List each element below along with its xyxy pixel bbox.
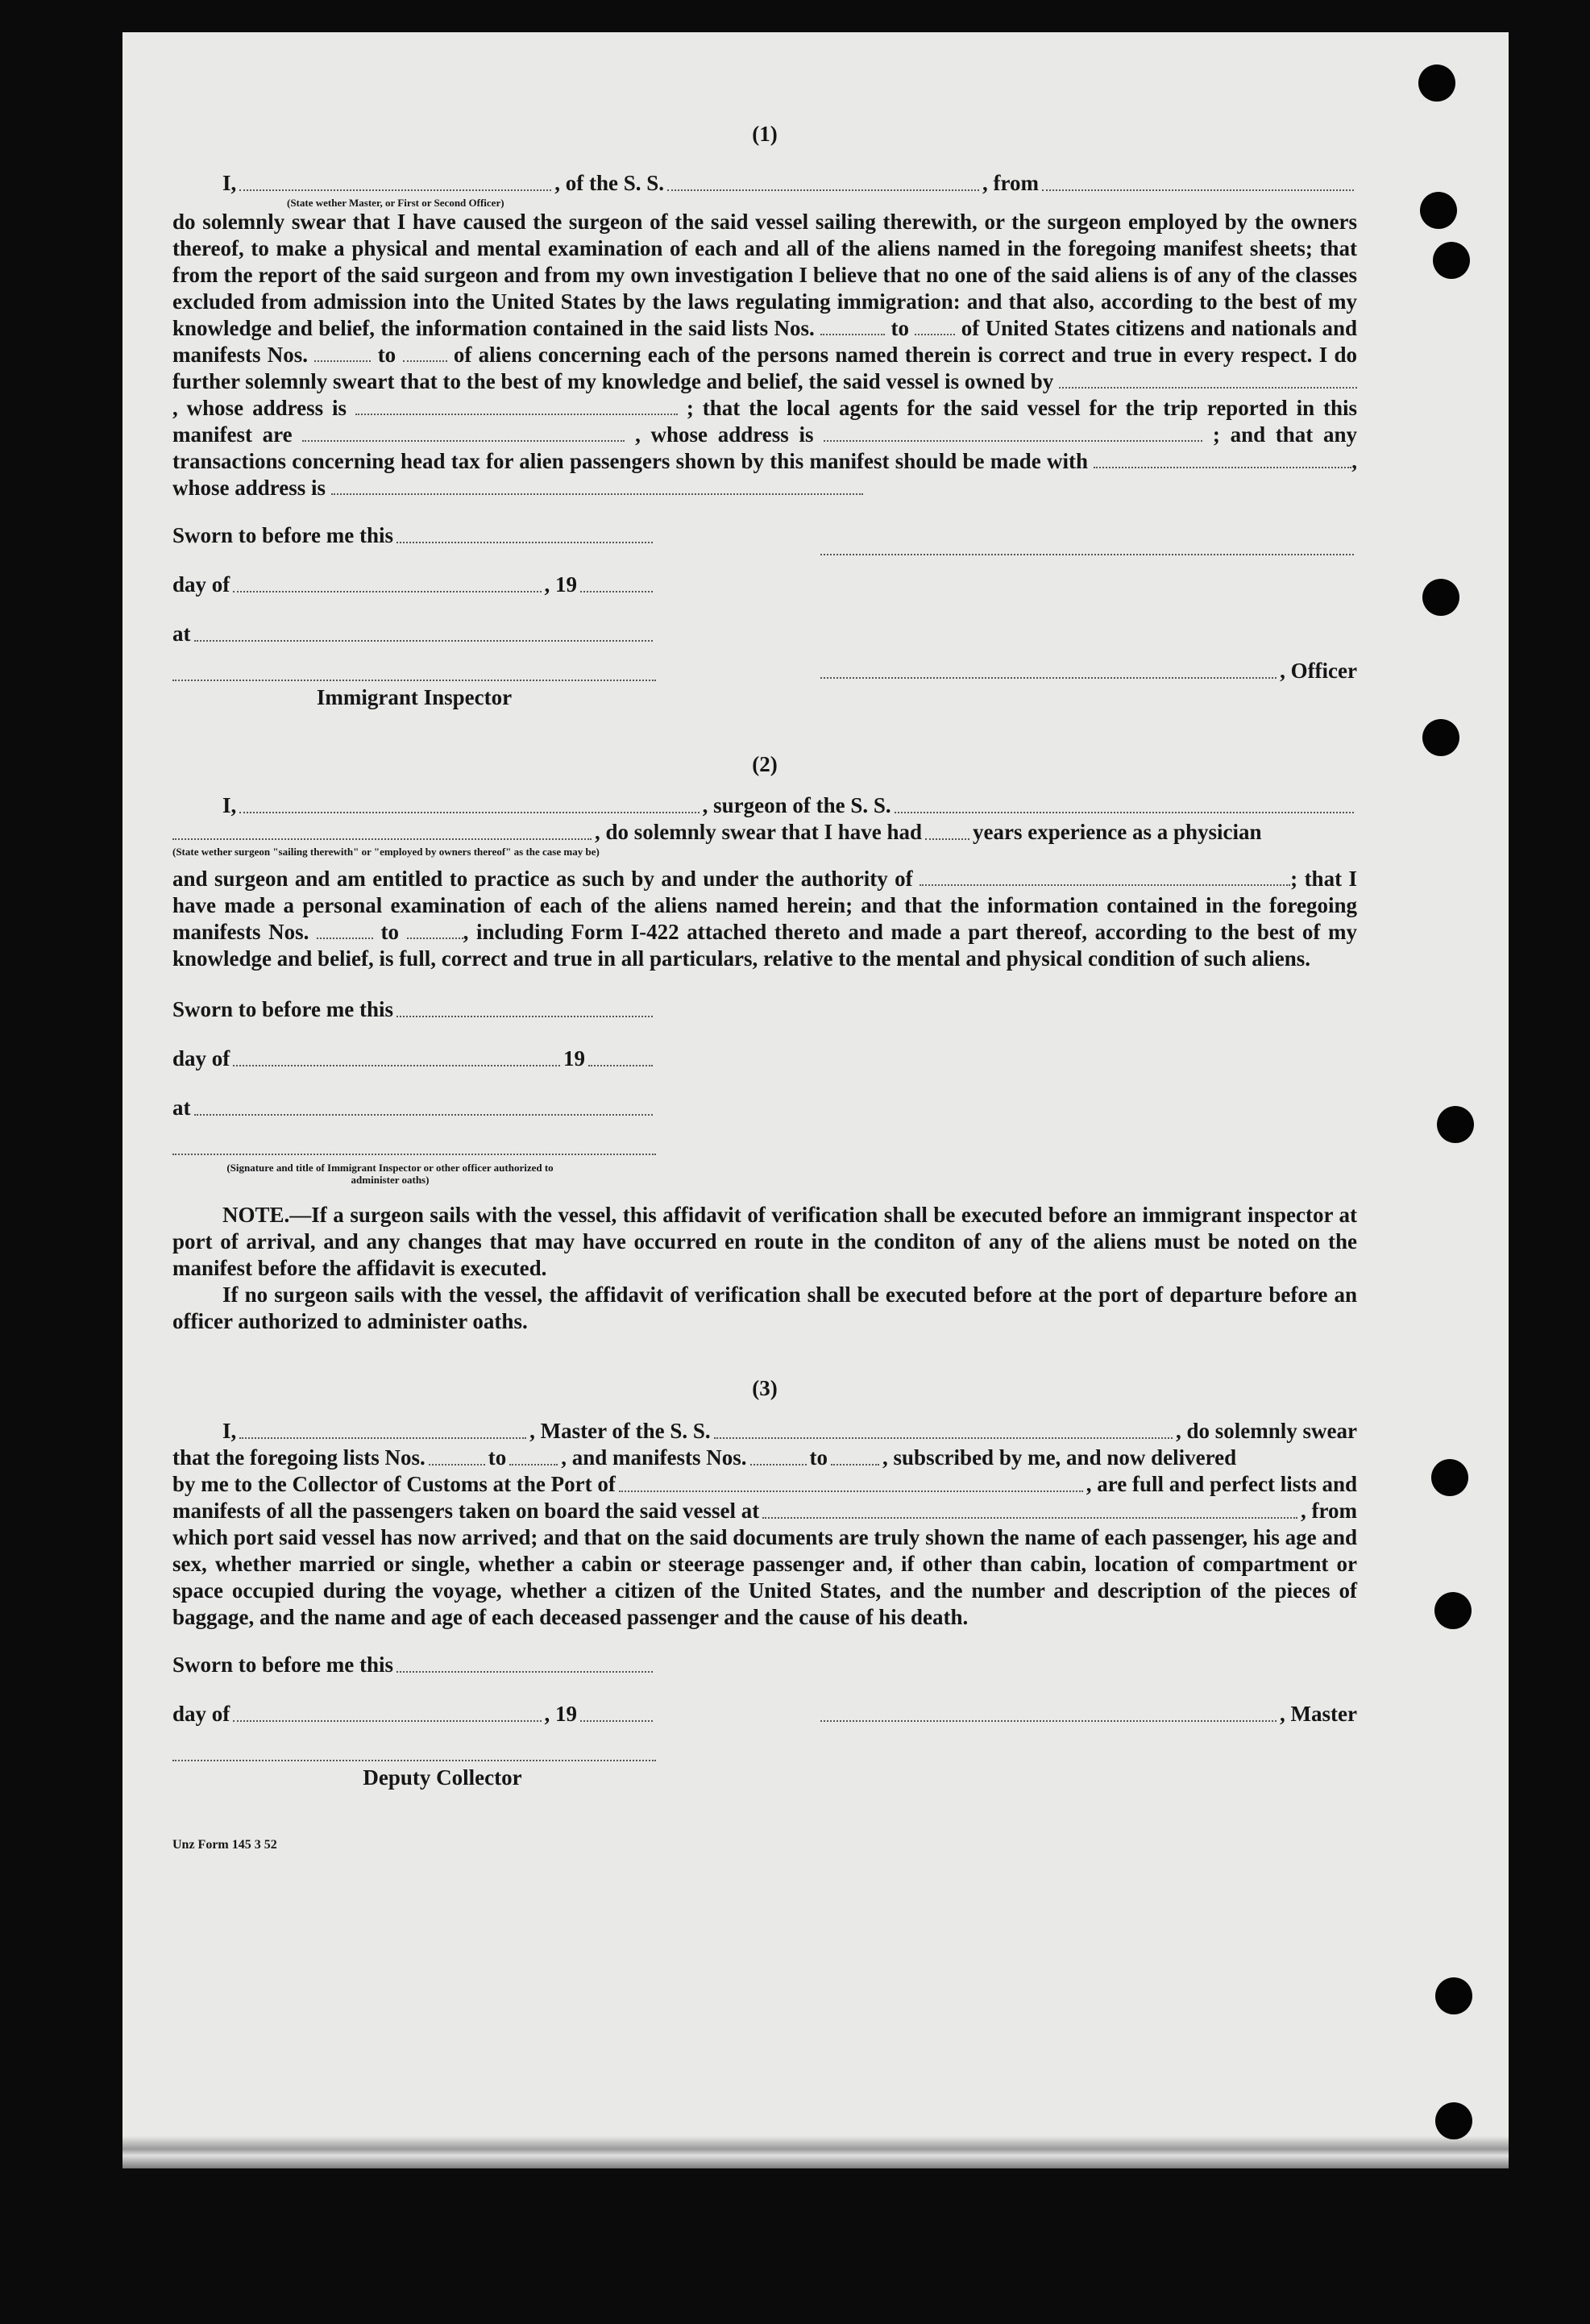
section3-oath-line: [172, 1418, 1357, 1445]
surgeon-status-field[interactable]: [172, 838, 592, 840]
authority-field[interactable]: [920, 884, 1290, 886]
agents-address-field[interactable]: [824, 440, 1202, 442]
punch-hole: [1435, 1977, 1472, 2014]
text: , from: [1301, 1499, 1357, 1523]
master-vessel-field[interactable]: [714, 1437, 1173, 1439]
section-number-2: (2): [752, 752, 778, 776]
page-bottom-edge: [122, 2136, 1509, 2168]
note-paragraph: NOTE.—If a surgeon sails with the vessel, this affidavit of verification shall be executed before an immigrant inspector at port of arrival, and any changes that may have occurred en route in the conditon of any of the aliens must be noted on the manifest before the affidavit is executed.: [172, 1203, 1357, 1280]
signature-hint: (Signature and title of Immigrant Inspector or other officer authorized to administer oaths): [226, 1162, 554, 1186]
section3-lists-line: [172, 1445, 1357, 1471]
form-content: [172, 121, 1357, 1858]
section3-port-line: [172, 1471, 1357, 1498]
section3-body: which port said vessel has now arrived; and that on the said documents are truly shown the name of each passenger, his age and sex, whether married or single, whether a cabin or steerage passenger and, if other than cabin, location of compartment or space occupied during the voyage, whether a citizen of the United States, and the number and description of the pieces of baggage, and the name and age of each deceased passenger and the cause of his death.: [172, 1525, 1357, 1629]
text: Sworn to before me this: [172, 1653, 393, 1677]
officer-extra-field[interactable]: [820, 554, 1354, 555]
text: , do solemnly swear that I have had: [595, 820, 923, 844]
text: I,: [222, 171, 237, 195]
vessel-name-field[interactable]: [667, 189, 979, 191]
owner-address-field[interactable]: [355, 414, 678, 415]
manifests-from-field[interactable]: [750, 1464, 807, 1465]
punch-hole: [1435, 2102, 1472, 2139]
section1-officer-block: [817, 554, 1357, 711]
text: Sworn to before me this: [172, 523, 393, 547]
text: manifests of all the passengers taken on board the said vessel at: [172, 1499, 760, 1523]
month-field[interactable]: [233, 1720, 541, 1722]
note-paragraph-2: If no surgeon sails with the vessel, the affidavit of verification shall be executed before at the port of departure before an officer authorized to administer oaths.: [172, 1283, 1357, 1333]
text: at: [172, 622, 191, 646]
section3-signatures: [172, 1652, 1357, 1791]
manifests-to-field[interactable]: [407, 937, 463, 939]
arrival-port-field[interactable]: [619, 1490, 1083, 1492]
text: to: [488, 1445, 507, 1470]
owner-field[interactable]: [1059, 387, 1357, 389]
text: day of: [172, 1046, 230, 1071]
text: day of: [172, 572, 230, 597]
text: , and manifests Nos.: [561, 1445, 747, 1470]
section1-oath-line: [172, 170, 1357, 197]
text: to: [809, 1445, 828, 1470]
text: at: [172, 1095, 191, 1120]
lists-to-field[interactable]: [915, 334, 955, 335]
month-field[interactable]: [233, 591, 541, 592]
lists-to-field[interactable]: [509, 1464, 558, 1465]
surgeon-name-field[interactable]: [239, 812, 699, 813]
text: 19: [563, 1046, 585, 1071]
section-number-1: (1): [752, 122, 778, 146]
manifests-from-field[interactable]: [314, 360, 371, 362]
master-signature-field[interactable]: [820, 1720, 1277, 1722]
year-field[interactable]: [580, 1720, 653, 1722]
punch-hole: [1431, 1459, 1468, 1496]
inspector-label: Immigrant Inspector: [316, 685, 513, 709]
local-agents-field[interactable]: [302, 440, 625, 442]
text: , Master of the S. S.: [529, 1419, 711, 1443]
text: day of: [172, 1702, 230, 1726]
head-tax-contact-field[interactable]: [1094, 467, 1351, 468]
lists-from-field[interactable]: [429, 1464, 485, 1465]
manifests-to-field[interactable]: [831, 1464, 879, 1465]
text: , 19: [544, 572, 577, 597]
text: , are full and perfect lists and: [1086, 1472, 1357, 1496]
section2-experience-line: [172, 819, 1357, 846]
officer-signature-field[interactable]: [820, 677, 1277, 679]
officer-signature-field[interactable]: [172, 1154, 656, 1155]
punch-hole: [1420, 192, 1457, 229]
section-number-3: (3): [752, 1376, 778, 1400]
text: Sworn to before me this: [172, 997, 393, 1021]
month-field[interactable]: [233, 1065, 560, 1066]
text: years experience as a physician: [973, 820, 1262, 844]
collector-label: Deputy Collector: [363, 1765, 522, 1790]
text: , 19: [544, 1702, 577, 1726]
section1-sworn-block: [172, 522, 656, 711]
collector-signature-field[interactable]: [172, 1760, 656, 1761]
text: , surgeon of the S. S.: [702, 793, 891, 817]
year-field[interactable]: [588, 1065, 653, 1066]
head-tax-address-field[interactable]: [331, 493, 863, 495]
punch-hole: [1418, 64, 1455, 102]
punch-hole: [1434, 1592, 1472, 1629]
sworn-date-field[interactable]: [396, 542, 653, 543]
section2-oath-line: [172, 792, 1357, 819]
text: , do solemnly swear: [1176, 1419, 1357, 1443]
punch-hole: [1422, 719, 1459, 756]
text: , subscribed by me, and now delivered: [882, 1445, 1237, 1470]
officer-rank-field[interactable]: [239, 189, 551, 191]
punch-hole: [1422, 579, 1459, 616]
master-name-field[interactable]: [239, 1437, 526, 1439]
text: , Officer: [1280, 659, 1357, 683]
years-experience-field[interactable]: [925, 838, 969, 840]
form-number: Unz Form 145 3 52: [172, 1838, 277, 1852]
section3-departure-line: [172, 1498, 1357, 1524]
punch-hole: [1433, 242, 1470, 279]
section2-body: and surgeon and am entitled to practice as such by and under the authority of ; that I have made a personal examination of each of the aliens named herein; and that the information contained in the foregoing manifests Nos. to , including Form I-422 attached thereto and made a part thereof, according to the best of my knowledge and belief, is full, correct and true in all particulars, relative to the mental and physical condition of such aliens.: [172, 867, 1358, 971]
text: by me to the Collector of Customs at the Port of: [172, 1472, 616, 1496]
manifests-to-field[interactable]: [403, 360, 447, 362]
inspector-signature-field[interactable]: [172, 680, 656, 681]
officer-rank-hint: (State wether Master, or First or Second Officer): [287, 197, 504, 209]
text: , of the S. S.: [554, 171, 665, 195]
place-field[interactable]: [194, 640, 654, 642]
text: I,: [222, 1419, 237, 1443]
punch-hole: [1437, 1106, 1474, 1143]
section1-body: do solemnly swear that I have caused the surgeon of the said vessel sailing therewith, or the surgeon employed by the owners thereof, to make a physical and mental examination of each and all of the aliens named in the foregoing manifest sheets; that from the report of the said surgeon and from my own investigation I believe that no one of the said aliens is of any of the classes excluded from admission into the United States by the laws regulating immigration: and that also, according to the best of my knowledge and belief, the information contained in the said lists Nos. to of United States citizens and nationals and manifests Nos. to of aliens concerning each of the persons named therein is correct and true in every respect. I do further solemnly sweart that to the best of my knowledge and belief, the said vessel is owned by , whose address is ; that the local agents for the said vessel for the trip reported in this manifest are , whose address is ; and that any transactions concerning head tax for alien passengers shown by this manifest should be made with , whose address is: [172, 210, 1358, 500]
section1-signatures: [172, 522, 1357, 711]
surgeon-vessel-field[interactable]: [895, 812, 1354, 813]
sworn-date-field[interactable]: [396, 1016, 653, 1017]
sworn-date-field[interactable]: [396, 1671, 653, 1673]
lists-from-field[interactable]: [820, 334, 885, 335]
origin-port-field[interactable]: [1042, 189, 1354, 191]
section3-master-block: [817, 1701, 1357, 1727]
manifests-from-field[interactable]: [317, 937, 373, 939]
section3-sworn-block: [172, 1652, 656, 1791]
surgeon-status-hint: (State wether surgeon "sailing therewith" or "employed by owners thereof" as the case may be): [172, 846, 600, 858]
year-field[interactable]: [580, 591, 653, 592]
text: , Master: [1280, 1702, 1357, 1726]
text: , from: [982, 171, 1040, 195]
place-field[interactable]: [194, 1114, 654, 1116]
departure-port-field[interactable]: [762, 1517, 1297, 1519]
text: I,: [222, 793, 237, 817]
text: that the foregoing lists Nos.: [172, 1445, 426, 1470]
section2-sworn-block: [172, 996, 656, 1186]
